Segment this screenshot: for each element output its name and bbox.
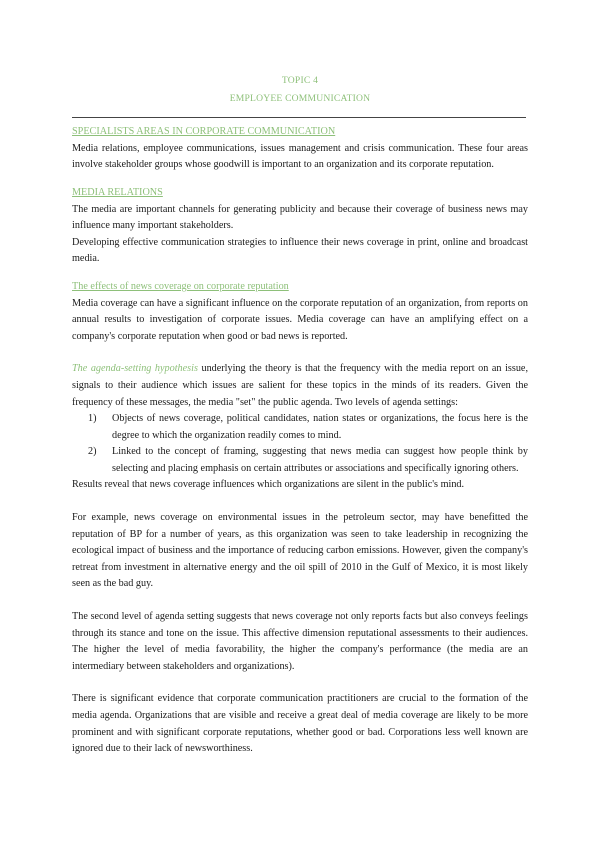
agenda-setting-term: The agenda-setting hypothesis: [72, 363, 198, 375]
agenda-levels-list: [72, 411, 528, 477]
paragraph-media-relations-2: Developing effective communication strategies to influence their news coverage in print, online and broadcast media.: [72, 236, 528, 265]
heading-media-relations: MEDIA RELATIONS: [72, 186, 163, 198]
paragraph-agenda-setting: [72, 361, 528, 411]
document-page: [72, 0, 528, 758]
paragraph-media-relations-1: The media are important channels for generating publicity and because their coverage of business news may influence many important stakeholders.: [72, 203, 528, 232]
list-item: 1) Objects of news coverage, political candidates, nation states or organizations, the focus here is the degree to which the organization readily comes to mind.: [88, 413, 528, 441]
topic-title: EMPLOYEE COMMUNICATION: [229, 92, 371, 104]
paragraph-news-coverage-effects: Media coverage can have a significant influence on the corporate reputation of an organization, from reports on annual results to investigation of corporate issues. Media coverage can have an amplifying effect on a company's corporate reputation when good or bad news is reported.: [72, 297, 528, 342]
paragraph-results: Results reveal that news coverage influences which organizations are silent in the public's mind.: [72, 479, 465, 491]
topic-number: TOPIC 4: [281, 75, 319, 86]
list-item: 2) Linked to the concept of framing, suggesting that news media can suggest how people think by selecting and placing emphasis on certain attributes or associations and specifically ignoring others.: [88, 446, 528, 474]
agenda-setting-text: underlying the theory is that the frequency with the media report on an issue, signals to their audience which issues are salient for these topics in the minds of its readers. Given the frequency of these messages, the media "set" the public agenda. Two levels of agenda settings:: [72, 363, 528, 408]
paragraph-evidence: There is significant evidence that corporate communication practitioners are crucial to the formation of the media agenda. Organizations that are visible and receive a great deal of media coverage are likely to be more prominent and with significant corporate reputations, whether good or bad. Corporations less well known are ignored due to their lack of newsworthiness.: [72, 693, 528, 755]
heading-specialist-areas: SPECIALISTS AREAS IN CORPORATE COMMUNICATION: [72, 126, 336, 138]
paragraph-second-level: The second level of agenda setting suggests that news coverage not only reports facts but also conveys feelings through its stance and tone on the issue. This affective dimension reputational assessments to their audiences. The higher the level of media favorability, the higher the company's performance (the media are an intermediary between stakeholders and organizations).: [72, 611, 528, 672]
paragraph-specialist-areas: Media relations, employee communications, issues management and crisis communication. These four areas involve stakeholder groups whose goodwill is important to an organization and its corporate reputation.: [72, 142, 528, 171]
heading-news-coverage-effects: The effects of news coverage on corporate reputation: [72, 280, 289, 292]
paragraph-bp-example: For example, news coverage on environmental issues in the petroleum sector, may have benefitted the reputation of BP for a number of years, as this organization was seen to take leadership in recognizing the ecological impact of business and the importance of reducing carbon emissions. However, given the company's retreat from investment in alternative energy and the oil spill of 2010 in the Gulf of Mexico, it is most likely seen as the bad guy.: [72, 512, 528, 590]
